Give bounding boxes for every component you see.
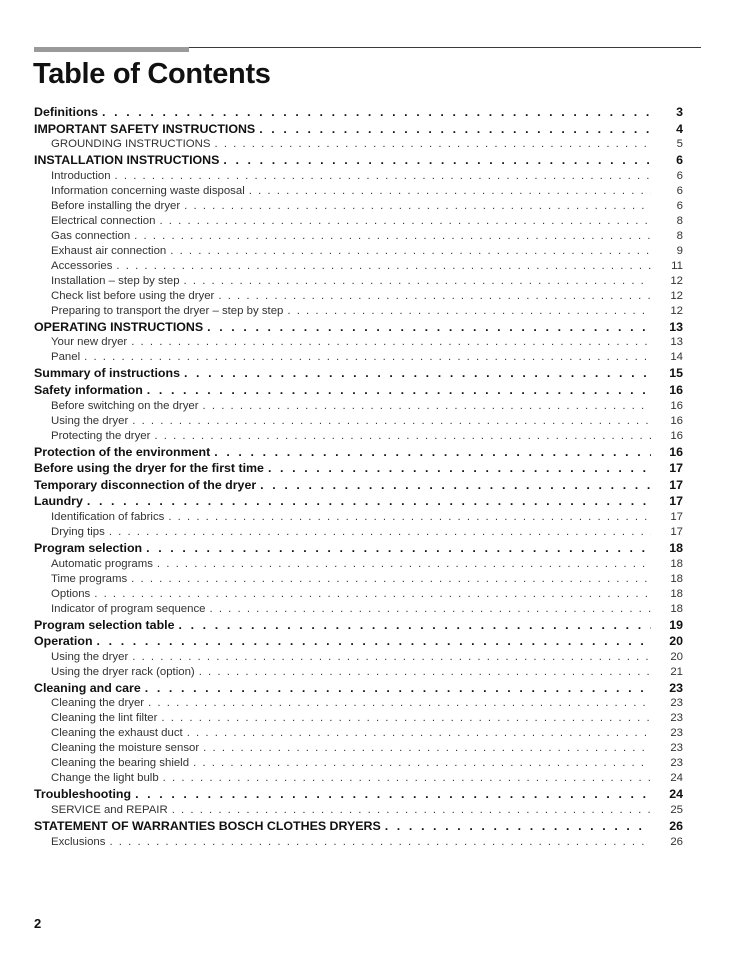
toc-subsection-entry[interactable] xyxy=(34,414,683,429)
toc-entry-title: Protecting the dryer xyxy=(51,429,151,442)
dot-leader xyxy=(178,617,651,634)
toc-entry-page-number: 18 xyxy=(670,587,683,600)
dot-leader xyxy=(116,259,651,274)
toc-subsection-entry[interactable] xyxy=(34,229,683,244)
dot-leader xyxy=(207,319,651,336)
toc-entry-title: Indicator of program sequence xyxy=(51,602,206,615)
dot-leader xyxy=(148,696,651,711)
dot-leader xyxy=(214,137,651,152)
dot-leader xyxy=(115,169,651,184)
dot-leader xyxy=(203,741,651,756)
dot-leader xyxy=(203,399,651,414)
dot-leader xyxy=(154,429,651,444)
toc-entry-title: Definitions xyxy=(34,105,99,119)
toc-entry-page-number: 18 xyxy=(670,602,683,615)
dot-leader xyxy=(97,633,651,650)
dot-leader xyxy=(168,510,651,525)
toc-entry-page-number: 11 xyxy=(671,259,683,272)
toc-subsection-entry[interactable] xyxy=(34,711,683,726)
toc-entry-page-number: 21 xyxy=(670,665,683,678)
toc-entry-page-number: 12 xyxy=(670,304,683,317)
toc-entry-title: Before switching on the dryer xyxy=(51,399,199,412)
dot-leader xyxy=(134,229,651,244)
toc-section-entry[interactable] xyxy=(34,121,683,138)
toc-entry-title: Protection of the environment xyxy=(34,444,211,459)
toc-entry-title: GROUNDING INSTRUCTIONS xyxy=(51,138,211,151)
toc-entry-title: Cleaning the bearing shield xyxy=(51,757,190,770)
toc-entry-title: Accessories xyxy=(51,259,113,272)
toc-entry-page-number: 16 xyxy=(669,444,683,459)
page-number: 2 xyxy=(34,916,42,931)
dot-leader xyxy=(249,184,651,199)
toc-subsection-entry[interactable] xyxy=(34,289,683,304)
toc-subsection-entry[interactable] xyxy=(34,572,683,587)
toc-entry-page-number: 16 xyxy=(669,382,683,397)
toc-entry-title: Your new dryer xyxy=(51,336,128,349)
toc-entry-page-number: 15 xyxy=(669,366,683,381)
dot-leader xyxy=(109,835,651,850)
toc-subsection-entry[interactable] xyxy=(34,696,683,711)
toc-section-entry[interactable] xyxy=(34,680,683,697)
dot-leader xyxy=(159,214,651,229)
toc-entry-title: Summary of instructions xyxy=(34,366,180,381)
toc-entry-page-number: 24 xyxy=(669,787,683,802)
toc-entry-title: Before installing the dryer xyxy=(51,199,181,212)
toc-entry-title: Operation xyxy=(34,634,93,649)
dot-leader xyxy=(287,304,651,319)
dot-leader xyxy=(184,365,651,382)
toc-entry-title: Installation – step by step xyxy=(51,274,180,287)
dot-leader xyxy=(132,650,651,665)
toc-entry-title: Troubleshooting xyxy=(34,787,132,802)
dot-leader xyxy=(187,726,651,741)
toc-subsection-entry[interactable] xyxy=(34,274,683,289)
toc-subsection-entry[interactable] xyxy=(34,350,683,365)
dot-leader xyxy=(210,602,652,617)
toc-subsection-entry[interactable] xyxy=(34,335,683,350)
toc-subsection-entry[interactable] xyxy=(34,169,683,184)
toc-entry-page-number: 17 xyxy=(669,461,683,476)
toc-subsection-entry[interactable] xyxy=(34,803,683,818)
toc-entry-page-number: 25 xyxy=(670,803,683,816)
dot-leader xyxy=(170,244,651,259)
dot-leader xyxy=(163,771,651,786)
toc-entry-page-number: 24 xyxy=(670,772,683,785)
dot-leader xyxy=(385,818,651,835)
toc-subsection-entry[interactable] xyxy=(34,304,683,319)
dot-leader xyxy=(214,444,651,461)
toc-entry-page-number: 17 xyxy=(670,525,683,538)
toc-section-entry[interactable] xyxy=(34,540,683,557)
toc-entry-page-number: 18 xyxy=(669,540,683,555)
toc-subsection-entry[interactable] xyxy=(34,587,683,602)
toc-entry-title: Using the dryer xyxy=(51,414,129,427)
toc-entry-title: Before using the dryer for the first time xyxy=(34,461,264,476)
toc-entry-title: Exhaust air connection xyxy=(51,244,167,257)
dot-leader xyxy=(157,557,651,572)
toc-section-entry[interactable] xyxy=(34,365,683,382)
toc-section-entry[interactable] xyxy=(34,460,683,477)
toc-entry-page-number: 16 xyxy=(670,399,683,412)
toc-entry-page-number: 17 xyxy=(669,477,683,492)
dot-leader xyxy=(87,493,651,510)
toc-entry-title: Cleaning the moisture sensor xyxy=(51,742,200,755)
toc-entry-title: Exclusions xyxy=(51,835,106,848)
toc-entry-page-number: 18 xyxy=(670,572,683,585)
toc-section-entry[interactable] xyxy=(34,382,683,399)
dot-leader xyxy=(268,460,651,477)
dot-leader xyxy=(218,289,651,304)
dot-leader xyxy=(193,756,651,771)
toc-entry-title: Time programs xyxy=(51,572,128,585)
toc-entry-page-number: 3 xyxy=(676,105,683,119)
toc-entry-page-number: 12 xyxy=(670,289,683,302)
header-accent-bar xyxy=(34,47,189,52)
toc-entry-title: Introduction xyxy=(51,169,111,182)
toc-entry-title: Cleaning and care xyxy=(34,680,141,695)
toc-entry-title: Automatic programs xyxy=(51,557,153,570)
toc-entry-title: Temporary disconnection of the dryer xyxy=(34,477,257,492)
toc-subsection-entry[interactable] xyxy=(34,726,683,741)
dot-leader xyxy=(131,335,651,350)
dot-leader xyxy=(161,711,651,726)
toc-entry-title: Cleaning the dryer xyxy=(51,697,145,710)
page-title: Table of Contents xyxy=(33,58,271,90)
toc-entry-page-number: 23 xyxy=(670,757,683,770)
table-of-contents xyxy=(34,104,683,850)
toc-entry-page-number: 6 xyxy=(676,153,683,168)
dot-leader xyxy=(109,525,651,540)
toc-section-entry[interactable] xyxy=(34,633,683,650)
toc-section-entry[interactable] xyxy=(34,152,683,169)
dot-leader xyxy=(184,199,651,214)
toc-entry-page-number: 16 xyxy=(670,429,683,442)
toc-entry-title: Laundry xyxy=(34,494,83,509)
dot-leader xyxy=(199,665,651,680)
toc-entry-page-number: 23 xyxy=(670,742,683,755)
toc-entry-page-number: 17 xyxy=(670,510,683,523)
toc-entry-title: Information concerning waste disposal xyxy=(51,184,245,197)
dot-leader xyxy=(259,121,651,138)
toc-entry-page-number: 9 xyxy=(676,244,683,257)
toc-entry-page-number: 6 xyxy=(676,184,683,197)
dot-leader xyxy=(102,104,651,121)
toc-entry-page-number: 6 xyxy=(676,169,683,182)
toc-entry-title: Identification of fabrics xyxy=(51,510,165,523)
toc-section-entry[interactable] xyxy=(34,477,683,494)
dot-leader xyxy=(172,803,651,818)
toc-entry-title: Using the dryer xyxy=(51,650,129,663)
toc-entry-page-number: 26 xyxy=(669,818,683,833)
dot-leader xyxy=(184,274,651,289)
toc-section-entry[interactable] xyxy=(34,786,683,803)
toc-subsection-entry[interactable] xyxy=(34,525,683,540)
toc-entry-page-number: 13 xyxy=(670,336,683,349)
toc-entry-page-number: 23 xyxy=(670,697,683,710)
dot-leader xyxy=(260,477,651,494)
toc-entry-title: Safety information xyxy=(34,382,143,397)
toc-entry-title: Electrical connection xyxy=(51,214,156,227)
toc-subsection-entry[interactable] xyxy=(34,602,683,617)
toc-subsection-entry[interactable] xyxy=(34,429,683,444)
toc-entry-page-number: 23 xyxy=(670,712,683,725)
toc-entry-title: Panel xyxy=(51,351,81,364)
toc-subsection-entry[interactable] xyxy=(34,259,683,274)
toc-entry-page-number: 12 xyxy=(670,274,683,287)
dot-leader xyxy=(223,152,651,169)
toc-entry-page-number: 6 xyxy=(676,199,683,212)
toc-entry-title: Program selection xyxy=(34,540,143,555)
toc-subsection-entry[interactable] xyxy=(34,510,683,525)
toc-subsection-entry[interactable] xyxy=(34,771,683,786)
dot-leader xyxy=(146,540,651,557)
toc-subsection-entry[interactable] xyxy=(34,184,683,199)
toc-entry-title: Drying tips xyxy=(51,525,105,538)
toc-subsection-entry[interactable] xyxy=(34,557,683,572)
toc-entry-page-number: 8 xyxy=(676,214,683,227)
toc-entry-title: STATEMENT OF WARRANTIES BOSCH CLOTHES DRYERS xyxy=(34,818,381,833)
toc-entry-title: OPERATING INSTRUCTIONS xyxy=(34,319,204,334)
toc-entry-page-number: 20 xyxy=(670,650,683,663)
toc-subsection-entry[interactable] xyxy=(34,756,683,771)
dot-leader xyxy=(131,572,651,587)
toc-subsection-entry[interactable] xyxy=(34,199,683,214)
toc-entry-title: Cleaning the exhaust duct xyxy=(51,727,183,740)
dot-leader xyxy=(84,350,651,365)
toc-entry-title: Preparing to transport the dryer – step by step xyxy=(51,304,284,317)
toc-entry-page-number: 13 xyxy=(669,319,683,334)
toc-subsection-entry[interactable] xyxy=(34,214,683,229)
dot-leader xyxy=(145,680,651,697)
toc-entry-title: Options xyxy=(51,587,91,600)
toc-entry-page-number: 4 xyxy=(676,121,683,136)
toc-section-entry[interactable] xyxy=(34,104,683,121)
toc-entry-page-number: 18 xyxy=(670,557,683,570)
toc-entry-title: Gas connection xyxy=(51,229,131,242)
toc-entry-title: SERVICE and REPAIR xyxy=(51,803,168,816)
toc-subsection-entry[interactable] xyxy=(34,665,683,680)
toc-section-entry[interactable] xyxy=(34,319,683,336)
toc-entry-page-number: 5 xyxy=(676,138,683,151)
toc-section-entry[interactable] xyxy=(34,493,683,510)
toc-subsection-entry[interactable] xyxy=(34,650,683,665)
toc-entry-page-number: 16 xyxy=(670,414,683,427)
toc-subsection-entry[interactable] xyxy=(34,137,683,152)
toc-subsection-entry[interactable] xyxy=(34,244,683,259)
toc-entry-title: Using the dryer rack (option) xyxy=(51,665,195,678)
toc-section-entry[interactable] xyxy=(34,444,683,461)
dot-leader xyxy=(132,414,651,429)
toc-entry-title: Program selection table xyxy=(34,617,175,632)
toc-entry-page-number: 23 xyxy=(669,680,683,695)
toc-entry-title: Cleaning the lint filter xyxy=(51,712,158,725)
toc-entry-title: Check list before using the dryer xyxy=(51,289,215,302)
toc-section-entry[interactable] xyxy=(34,818,683,835)
toc-subsection-entry[interactable] xyxy=(34,741,683,756)
toc-entry-page-number: 14 xyxy=(670,351,683,364)
toc-entry-page-number: 19 xyxy=(669,617,683,632)
dot-leader xyxy=(135,786,651,803)
dot-leader xyxy=(147,382,651,399)
dot-leader xyxy=(94,587,651,602)
toc-entry-page-number: 17 xyxy=(669,494,683,509)
toc-entry-page-number: 8 xyxy=(676,229,683,242)
toc-section-entry[interactable] xyxy=(34,617,683,634)
toc-entry-title: IMPORTANT SAFETY INSTRUCTIONS xyxy=(34,121,256,136)
toc-entry-title: INSTALLATION INSTRUCTIONS xyxy=(34,153,220,168)
toc-entry-page-number: 23 xyxy=(670,727,683,740)
toc-entry-page-number: 26 xyxy=(670,835,683,848)
toc-subsection-entry[interactable] xyxy=(34,399,683,414)
toc-entry-page-number: 20 xyxy=(669,634,683,649)
toc-subsection-entry[interactable] xyxy=(34,835,683,850)
toc-entry-title: Change the light bulb xyxy=(51,772,159,785)
